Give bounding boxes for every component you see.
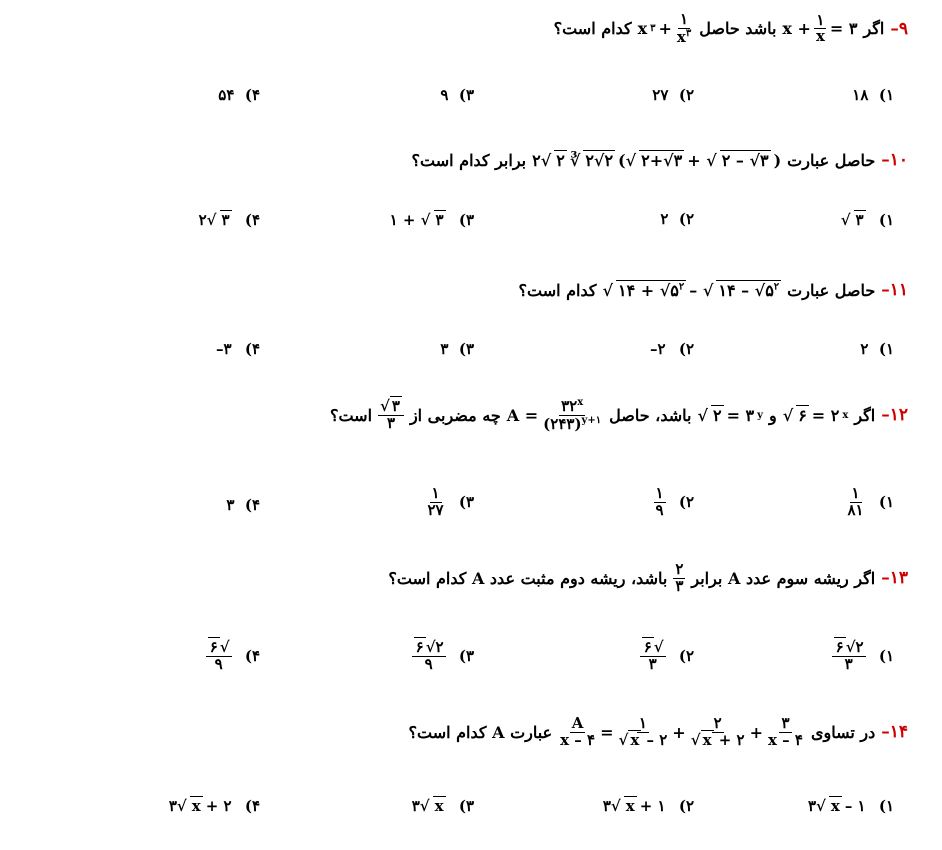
option-3[interactable]: ۳) $\frac{۱}{۲۷}$ — [427, 484, 474, 519]
math-expression: x + $\frac{۱}{x}$ = ۳ — [782, 10, 858, 46]
option-4[interactable]: ۴) ۵۴ — [218, 86, 260, 104]
option-3[interactable]: ۳) ۳ — [440, 340, 474, 358]
question-10: ۱۰– حاصل عبارت ۲√ ۲ ∛ ۲√۲ (√ ۲+√۳ + √ ۲ – √۳ ) برابر کدام است؟ — [411, 150, 908, 170]
option-1[interactable]: ۱) ۳√ x – ۱ — [807, 796, 894, 815]
question-number: ۱۰– — [881, 150, 908, 170]
option-2[interactable]: ۲) $\frac{√۶}{۳}$ — [640, 640, 694, 673]
options-row-9 — [0, 80, 942, 140]
question-13: ۱۳– اگر ریشه سوم عدد A برابر $\frac{۲}{۳}$ باشد، ریشه دوم مثبت عدد A کدام است؟ — [388, 560, 908, 595]
option-4[interactable]: ۴) ۳ — [226, 496, 260, 514]
option-2[interactable]: ۲) ۳√ x + ۱ — [602, 796, 694, 815]
option-2[interactable]: ۲) ۲ — [660, 210, 694, 228]
math-expression: ۲√ ۲ ∛ ۲√۲ (√ ۲+√۳ + √ ۲ – √۳ ) — [532, 150, 782, 170]
option-2[interactable]: ۲) $\frac{۱}{۹}$ — [655, 484, 694, 519]
question-number: ۱۱– — [881, 280, 908, 300]
option-1[interactable]: ۱) √ ۳ — [840, 210, 894, 229]
option-4[interactable]: ۴) –۳ — [216, 340, 260, 358]
option-1[interactable]: ۱) ۲ — [860, 340, 894, 358]
math-expression: √ ۱۴ + $√۵^۲$ – √ ۱۴ – $√۵^۲$ — [602, 280, 780, 300]
option-3[interactable]: ۳) $\frac{۲√۶}{۹}$ — [412, 640, 474, 673]
option-3[interactable]: ۳) ۳√ x — [411, 796, 474, 815]
option-1[interactable]: ۱) $\frac{۲√۶}{۳}$ — [832, 640, 894, 673]
options-row-14 — [0, 790, 942, 850]
options-row-11 — [0, 336, 942, 396]
option-2[interactable]: ۲) ۲۷ — [652, 86, 694, 104]
question-number: ۱۲– — [881, 405, 908, 426]
option-1[interactable]: ۱) ۱۸ — [852, 86, 894, 104]
question-12: ۱۲– اگر √ ۶ = ۲ x و √ ۲ = ۳ y باشد، حاصل A = $\frac{۳۲^x}{(۲۴۳)^{y+۱}}$ چه مضربی از $\frac{√ ۳}{۳}$ است؟ — [329, 397, 908, 433]
question-14: ۱۴– در تساوی $\frac{A}{x - ۴}$ = $\frac{۱}{√ x - ۲}$ + $\frac{۲}{√ x + ۲}$ + $\frac{۳}{x - ۴}$ عبارت A کدام است؟ — [408, 714, 908, 749]
option-2[interactable]: ۲) –۲ — [650, 340, 694, 358]
option-3[interactable]: ۳) ۹ — [440, 86, 474, 104]
option-3[interactable]: ۳) ۱ + √ ۳ — [389, 210, 474, 229]
question-text: اگر — [863, 19, 885, 39]
question-number: ۹– — [890, 18, 908, 39]
options-row-13 — [0, 638, 942, 698]
options-row-12 — [0, 484, 942, 544]
option-4[interactable]: ۴) ۲√ ۳ — [198, 210, 260, 229]
options-row-10 — [0, 204, 942, 264]
question-11: ۱۱– حاصل عبارت √ ۱۴ + $√۵^۲$ – √ ۱۴ – $√۵^۲$ کدام است؟ — [518, 280, 908, 300]
option-1[interactable]: ۱) $\frac{۱}{۸۱}$ — [847, 484, 894, 519]
option-4[interactable]: ۴) $\frac{√۶}{۹}$ — [206, 640, 260, 673]
question-9: ۹– اگر x + $\frac{۱}{x}$ = ۳ باشد حاصل x ۳ + $\frac{۱}{x^۳}$ کدام است؟ — [553, 10, 908, 46]
question-number: ۱۴– — [881, 722, 908, 743]
option-4[interactable]: ۴) ۳√ x + ۲ — [168, 796, 260, 815]
question-number: ۱۳– — [881, 568, 908, 589]
